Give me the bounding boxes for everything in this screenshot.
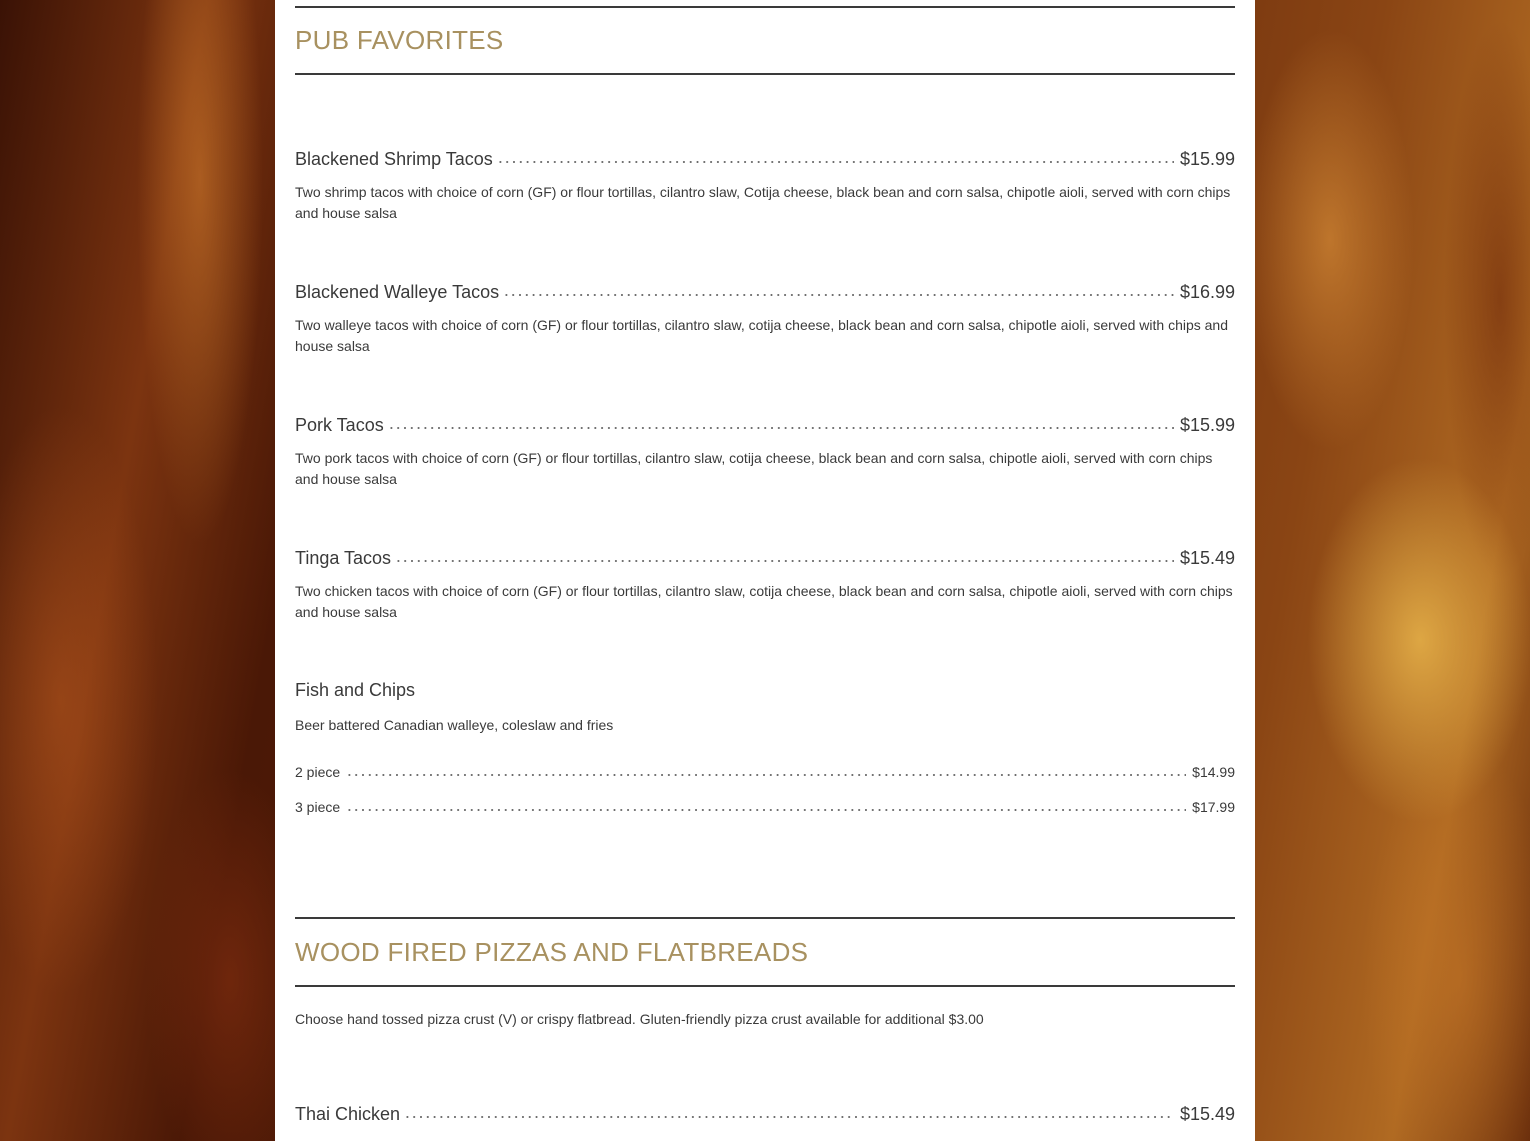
option-price: $14.99 [1192,764,1235,780]
dot-leader [388,426,1174,430]
dot-leader [503,293,1174,297]
option-price: $17.99 [1192,799,1235,815]
section-note: Choose hand tossed pizza crust (V) or crispy flatbread. Gluten-friendly pizza crust available for additional $3.00 [295,1011,984,1027]
menu-item-name: Tinga Tacos [295,548,392,568]
menu-item-description: Two chicken tacos with choice of corn (GF) or flour tortillas, cilantro slaw, cotija cheese, black bean and corn salsa, chipotle aioli, served with corn chips and house salsa [295,583,1233,620]
menu-item-price: $15.99 [1179,149,1235,169]
menu-option-2-piece [295,760,1235,782]
menu-item-price: $15.49 [1179,1104,1235,1124]
menu-item-name: Blackened Shrimp Tacos [295,149,493,169]
dot-leader [497,160,1174,164]
section-title-pub-favorites: PUB FAVORITES [295,25,504,55]
dot-leader [404,1115,1174,1119]
menu-item-price: $16.99 [1179,282,1235,302]
menu-item-description: Two pork tacos with choice of corn (GF) or flour tortillas, cilantro slaw, cotija cheese, black bean and corn salsa, chipotle aioli, served with corn chips and house salsa [295,450,1213,487]
menu-item-tinga-tacos [295,544,1235,570]
menu-panel [275,0,1255,1141]
menu-item-name: Thai Chicken [295,1104,401,1124]
section-title-pizzas-flatbreads: WOOD FIRED PIZZAS AND FLATBREADS [295,937,809,967]
option-name: 2 piece [295,764,341,780]
menu-item-name: Pork Tacos [295,415,384,435]
menu-item-description: Two walleye tacos with choice of corn (GF) or flour tortillas, cilantro slaw, cotija cheese, black bean and corn salsa, chipotle aioli, served with chips and house salsa [295,317,1228,354]
section-divider-top [295,6,1235,8]
menu-item-fish-and-chips: Fish and Chips [295,680,416,700]
dot-leader [346,808,1186,812]
menu-item-name: Blackened Walleye Tacos [295,282,500,302]
dot-leader [395,559,1174,563]
menu-item-price: $15.49 [1179,548,1235,568]
menu-item-blackened-shrimp-tacos [295,145,1235,171]
option-name: 3 piece [295,799,341,815]
menu-item-description: Two shrimp tacos with choice of corn (GF) or flour tortillas, cilantro slaw, Cotija cheese, black bean and corn salsa, chipotle aioli, served with corn chips and house salsa [295,184,1231,221]
dot-leader [346,773,1186,777]
section-divider-bottom [295,73,1235,75]
menu-option-3-piece [295,795,1235,817]
menu-item-price: $15.99 [1179,415,1235,435]
menu-item-pork-tacos [295,411,1235,437]
menu-item-description: Beer battered Canadian walleye, coleslaw and fries [295,717,614,733]
section-divider-bottom [295,985,1235,987]
section-divider-top [295,917,1235,919]
menu-item-thai-chicken [295,1100,1235,1126]
menu-item-blackened-walleye-tacos [295,278,1235,304]
